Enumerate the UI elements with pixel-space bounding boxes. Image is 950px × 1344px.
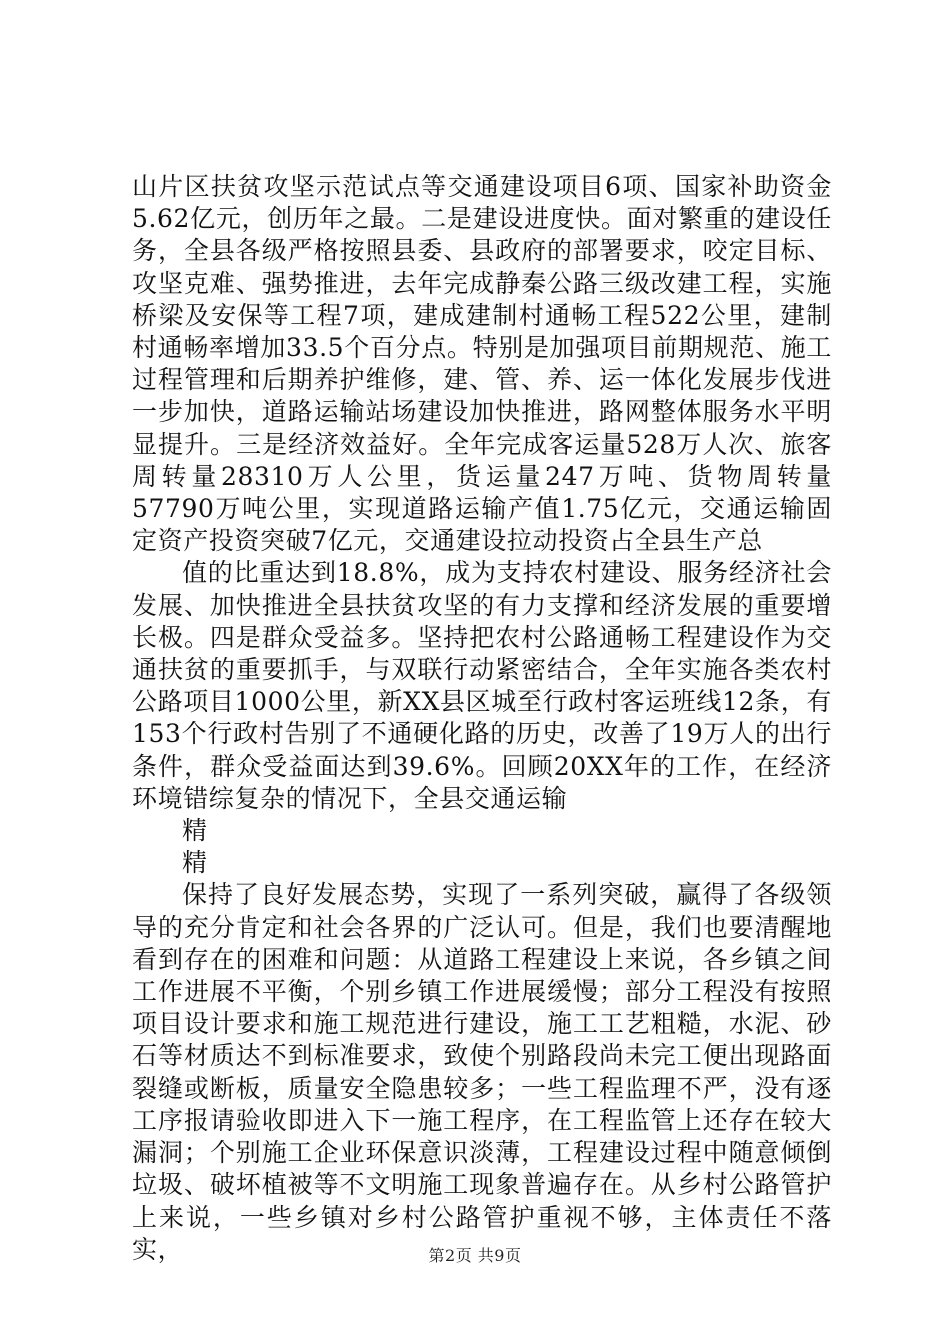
page-number: 第2页 共9页: [428, 1246, 522, 1265]
page-footer: [0, 1243, 950, 1266]
paragraph: 保持了良好发展态势，实现了一系列突破，赢得了各级领导的充分肯定和社会各界的广泛认可。但是，我们也要清醒地看到存在的困难和问题：从道路工程建设上来说，各乡镇之间工作进展不平衡，个别乡镇工作进展缓慢；部分工程没有按照项目设计要求和施工规范进行建设，施工工艺粗糙，水泥、砂石等材质达不到标准要求，致使个别路段尚未完工便出现路面裂缝或断板，质量安全隐患较多；一些工程监理不严，没有逐工序报请验收即进入下一施工程序，在工程监管上还存在较大漏洞；个别施工企业环保意识淡薄，工程建设过程中随意倾倒垃圾、破坏植被等不文明施工现象普遍存在。从乡村公路管护上来说，一些乡镇对乡村公路管护重视不够，主体责任不落实，: [132, 880, 832, 1264]
paragraph: 山片区扶贫攻坚示范试点等交通建设项目6项、国家补助资金5.62亿元，创历年之最。二是建设进度快。面对繁重的建设任务，全县各级严格按照县委、县政府的部署要求，咬定目标、攻坚克难、强势推进，去年完成静秦公路三级改建工程，实施桥梁及安保等工程7项，建成建制村通畅工程522公里，建制村通畅率增加33.5个百分点。特别是加强项目前期规范、施工过程管理和后期养护维修，建、管、养、运一体化发展步伐进一步加快，道路运输站场建设加快推进，路网整体服务水平明显提升。三是经济效益好。全年完成客运量528万人次、旅客周转量28310万人公里，货运量247万吨、货物周转量57790万吨公里，实现道路运输产值1.75亿元，交通运输固定资产投资突破7亿元，交通建设拉动投资占全县生产总: [132, 172, 832, 556]
paragraph: 精: [182, 816, 208, 846]
document-body: [132, 171, 832, 1266]
paragraph: 精: [182, 848, 208, 878]
paragraph: 值的比重达到18.8%，成为支持农村建设、服务经济社会发展、加快推进全县扶贫攻坚的有力支撑和经济发展的重要增长极。四是群众受益多。坚持把农村公路通畅工程建设作为交通扶贫的重要抓手，与双联行动紧密结合，全年实施各类农村公路项目1000公里，新XX县区城至行政村客运班线12条，有153个行政村告别了不通硬化路的历史，改善了19万人的出行条件，群众受益面达到39.6%。回顾20XX年的工作，在经济环境错综复杂的情况下，全县交通运输: [132, 558, 832, 813]
